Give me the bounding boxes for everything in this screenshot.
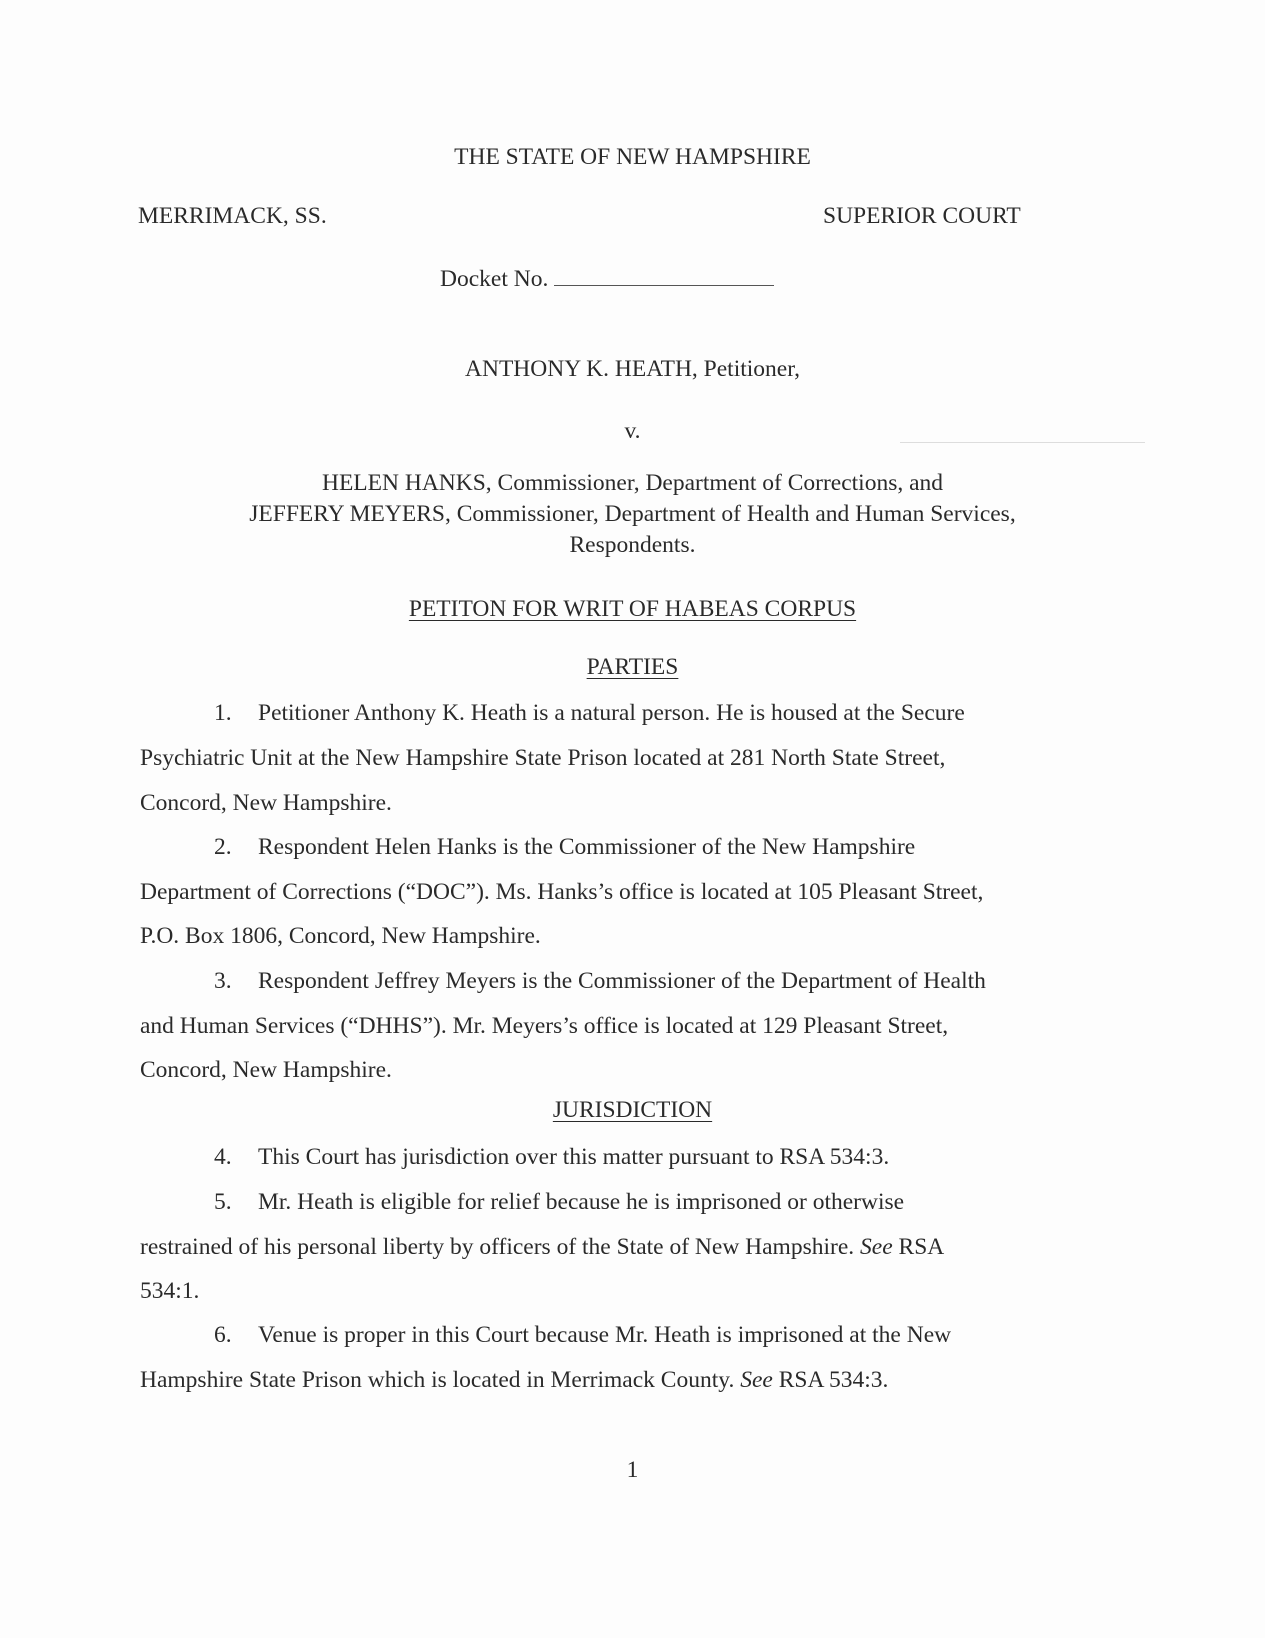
paragraph-6-number: 6. — [214, 1322, 232, 1348]
paragraph-1-line-2: Psychiatric Unit at the New Hampshire State Prison located at 281 North State Street, — [140, 745, 946, 771]
paragraph-6-line-2 — [140, 1367, 888, 1394]
paragraph-4-number: 4. — [214, 1144, 232, 1170]
paragraph-5-line-1 — [214, 1189, 904, 1216]
paragraph-2-line-1 — [214, 834, 915, 861]
paragraph-1-line-1 — [214, 700, 965, 727]
respondent-line-1: HELEN HANKS, Commissioner, Department of Corrections, and — [321, 470, 944, 496]
paragraph-5-number: 5. — [214, 1189, 232, 1215]
paragraph-6-text-1: Venue is proper in this Court because Mr. Heath is imprisoned at the New — [258, 1322, 952, 1348]
paragraph-5-text-1: Mr. Heath is eligible for relief because he is imprisoned or otherwise — [258, 1189, 905, 1215]
jurisdiction-heading — [0, 1097, 1265, 1124]
page-number: 1 — [626, 1457, 639, 1483]
paragraph-5-line-2 — [140, 1234, 944, 1261]
parties-heading — [0, 654, 1265, 681]
paragraph-1-line-3: Concord, New Hampshire. — [140, 790, 392, 816]
paragraph-3-line-3: Concord, New Hampshire. — [140, 1057, 392, 1083]
paragraph-6-text-2b: RSA 534:3. — [772, 1367, 889, 1393]
docket-label: Docket No. — [440, 266, 549, 292]
county-label: MERRIMACK, SS. — [138, 203, 327, 229]
court-label: SUPERIOR COURT — [823, 203, 1021, 229]
docket-blank-line — [554, 267, 774, 286]
paragraph-1-number: 1. — [214, 700, 232, 726]
paragraph-1-text-1: Petitioner Anthony K. Heath is a natural person. He is housed at the Secure — [258, 700, 965, 726]
paragraph-5-text-2: restrained of his personal liberty by officers of the State of New Hampshire. — [140, 1234, 861, 1260]
respondent-line-2: JEFFERY MEYERS, Commissioner, Department of Health and Human Services, — [249, 501, 1016, 527]
paragraph-4-text-1: This Court has jurisdiction over this matter pursuant to RSA 534:3. — [258, 1144, 890, 1170]
paragraph-6-text-2: Hampshire State Prison which is located in Merrimack County. — [140, 1367, 741, 1393]
paragraph-2-text-1: Respondent Helen Hanks is the Commissioner of the New Hampshire — [258, 834, 916, 860]
paragraph-3-line-2: and Human Services (“DHHS”). Mr. Meyers’s office is located at 129 Pleasant Street, — [140, 1013, 949, 1039]
paragraph-2-line-3: P.O. Box 1806, Concord, New Hampshire. — [140, 923, 541, 949]
jurisdiction-heading-text: JURISDICTION — [552, 1097, 713, 1123]
paragraph-6-see-signal: See — [740, 1367, 773, 1393]
paragraph-6-line-1 — [214, 1322, 951, 1349]
paragraph-4-line-1 — [214, 1144, 889, 1171]
paragraph-5-line-3: 534:1. — [140, 1278, 200, 1304]
paragraph-2-number: 2. — [214, 834, 232, 860]
paragraph-3-number: 3. — [214, 968, 232, 994]
paragraph-3-line-1 — [214, 968, 986, 995]
paragraph-5-see-signal: See — [860, 1234, 893, 1260]
respondent-line-3: Respondents. — [569, 532, 696, 558]
versus-label: v. — [624, 418, 641, 444]
paragraph-3-text-1: Respondent Jeffrey Meyers is the Commissioner of the Department of Health — [258, 968, 986, 994]
docket-number — [440, 266, 774, 293]
paragraph-2-line-2: Department of Corrections (“DOC”). Ms. Hanks’s office is located at 105 Pleasant Street, — [140, 879, 984, 905]
parties-heading-text: PARTIES — [586, 654, 679, 680]
paragraph-5-text-2b: RSA — [892, 1234, 945, 1260]
state-heading: THE STATE OF NEW HAMPSHIRE — [454, 144, 811, 170]
petitioner-line: ANTHONY K. HEATH, Petitioner, — [465, 356, 800, 382]
document-title — [0, 596, 1265, 623]
document-title-text: PETITON FOR WRIT OF HABEAS CORPUS — [408, 596, 857, 622]
